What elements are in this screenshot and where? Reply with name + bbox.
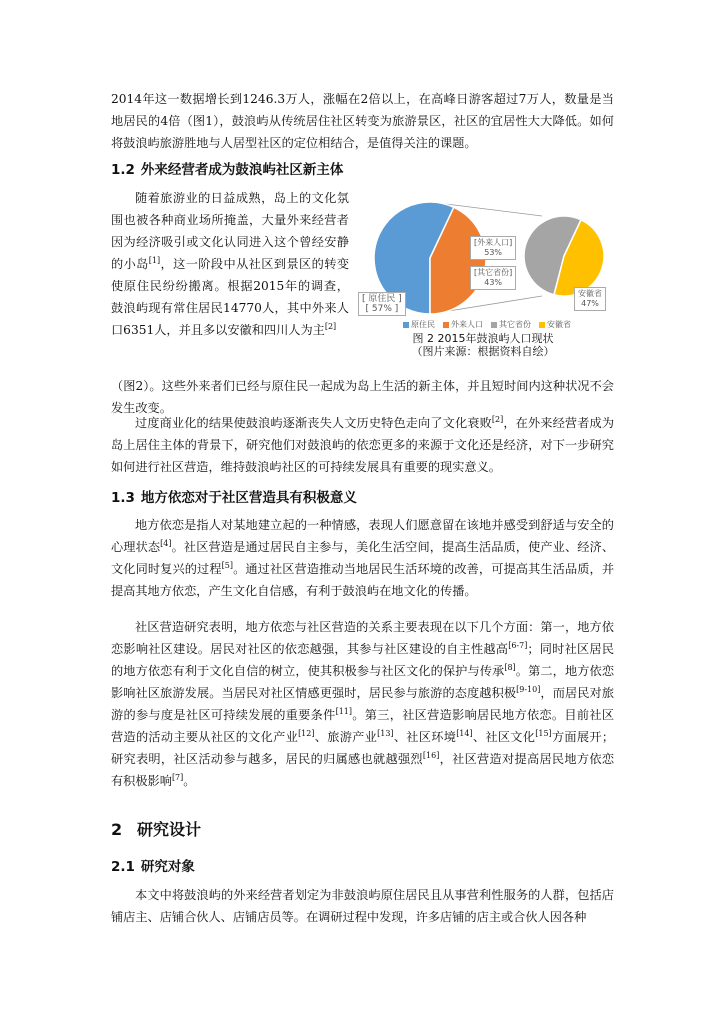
citation: [2] bbox=[491, 414, 504, 424]
citation: [2] bbox=[324, 321, 337, 331]
legend-item-wailai: 外来人口 bbox=[443, 319, 483, 330]
paragraph-intro: 2014年这一数据增长到1246.3万人，涨幅在2倍以上，在高峰日游客超过7万人，数量是当地居民的4倍（图1），鼓浪屿从传统居住社区转变为旅游景区，社区的宜居性大大降低。如何将鼓浪屿旅游胜地与人居型社区的定位相结合，是值得关注的课题。 bbox=[111, 92, 614, 150]
section-title: 地方依恋对于社区营造具有积极意义 bbox=[140, 490, 357, 506]
chart-legend bbox=[362, 319, 612, 330]
section-heading-2 bbox=[111, 818, 201, 842]
section-heading-1-3 bbox=[111, 487, 357, 509]
citation: [4] bbox=[160, 538, 172, 548]
paragraph-place-attachment: 地方依恋是指人对某地建立起的一种情感，表现人们愿意留在该地并感受到舒适与安全的心理状态[4]。社区营造是通过居民自主参与，美化生活空间，提高生活品质，使产业、经济、文化同时复兴的过程[5]。通过社区营造推动当地居民生活环境的改善，可提高其生活品质，并提高其地方依恋，产生文化自信感，有利于鼓浪屿在地文化的传播。 bbox=[111, 518, 615, 598]
section-number: 1.3 bbox=[111, 490, 135, 506]
citation: [16] bbox=[422, 750, 440, 760]
paragraph-research-object: 本文中将鼓浪屿的外来经营者划定为非鼓浪屿原住居民且从事营利性服务的人群，包括店铺店主、店铺合伙人、店铺店员等。在调研过程中发现，许多店铺的店主或合伙人因各种 bbox=[111, 888, 614, 924]
section-number: 2.1 bbox=[111, 859, 135, 875]
legend-item-qita: 其它省份 bbox=[491, 319, 531, 330]
label-anhui: 安徽省 47% bbox=[574, 287, 606, 311]
citation: [14] bbox=[456, 728, 473, 738]
section-heading-2-1 bbox=[111, 856, 195, 878]
citation: [9-10] bbox=[516, 684, 541, 694]
citation: [15] bbox=[535, 728, 552, 738]
legend-item-yuanzhumin: 原住民 bbox=[403, 319, 435, 330]
pie-migrant-origin bbox=[524, 216, 604, 296]
label-qita: [其它省份] 43% bbox=[470, 266, 516, 290]
section-heading-1-2 bbox=[111, 159, 343, 181]
figure-caption bbox=[352, 332, 614, 358]
caption-source: （图片来源：根据资料自绘） bbox=[411, 345, 555, 358]
caption-title: 图 2 2015年鼓浪屿人口现状 bbox=[412, 332, 554, 345]
section-number: 1.2 bbox=[111, 162, 135, 178]
citation: [5] bbox=[221, 560, 233, 570]
citation: [1] bbox=[148, 255, 161, 265]
label-wailai: [外来人口] 53% bbox=[470, 236, 516, 260]
legend-item-anhui: 安徽省 bbox=[539, 319, 571, 330]
paragraph-wrapped: 随着旅游业的日益成熟，岛上的文化氛围也被各种商业场所掩盖，大量外来经营者因为经济吸引或文化认同进入这个曾经安静的小岛[1]，这一阶段中从社区到景区的转变使原住民纷纷搬离。根据2015年的调查，鼓浪屿现有常住居民14770人，其中外来人口6351人，并且多以安徽和四川人为主[2] bbox=[111, 191, 350, 337]
paragraph-wrap-tail: （图2）。这些外来者们已经与原住民一起成为岛上生活的新主体，并且短时间内这种状况不会发生改变。 bbox=[111, 379, 614, 415]
citation: [13] bbox=[377, 728, 394, 738]
section-number: 2 bbox=[111, 820, 123, 839]
paragraph-commercialization: 过度商业化的结果使鼓浪屿逐渐丧失人文历史特色走向了文化衰败[2]，在外来经营者成为岛上居住主体的背景下，研究他们对鼓浪屿的依恋更多的来源于文化还是经济，对下一步研究如何进行社区营造，维持鼓浪屿社区的可持续发展具有重要的现实意义。 bbox=[111, 414, 615, 474]
citation: [8] bbox=[504, 662, 516, 672]
paragraph-relationship: 社区营造研究表明，地方依恋与社区营造的关系主要表现在以下几个方面：第一，地方依恋影响社区建设。居民对社区的依恋越强，其参与社区建设的自主性越高[6-7]；同时社区居民的地方依恋有利于文化自信的树立，使其积极参与社区文化的保护与传承[8]。第二，地方依恋影响社区旅游发展。当居民对社区情感更强时，居民参与旅游的态度越积极[9-10]，而居民对旅游的参与度是社区可持续发展的重要条件[11]。第三，社区营造影响居民地方依恋。目前社区营造的活动主要从社区的文化产业[12]、旅游产业[13]、社区环境[14]、社区文化[15]方面展开；研究表明，社区活动参与越多，居民的归属感也就越强烈[16]，社区营造对提高居民地方依恋有积极影响[7]。 bbox=[111, 620, 615, 788]
label-yuanzhumin: [ 原住民 ] [ 57% ] bbox=[358, 292, 406, 316]
citation: [7] bbox=[171, 772, 184, 782]
citation: [11] bbox=[335, 706, 352, 716]
section-title: 研究设计 bbox=[137, 820, 202, 839]
section-title: 研究对象 bbox=[140, 859, 195, 875]
section-title: 外来经营者成为鼓浪屿社区新主体 bbox=[140, 162, 344, 178]
citation: [6-7] bbox=[508, 640, 528, 650]
citation: [12] bbox=[298, 728, 315, 738]
